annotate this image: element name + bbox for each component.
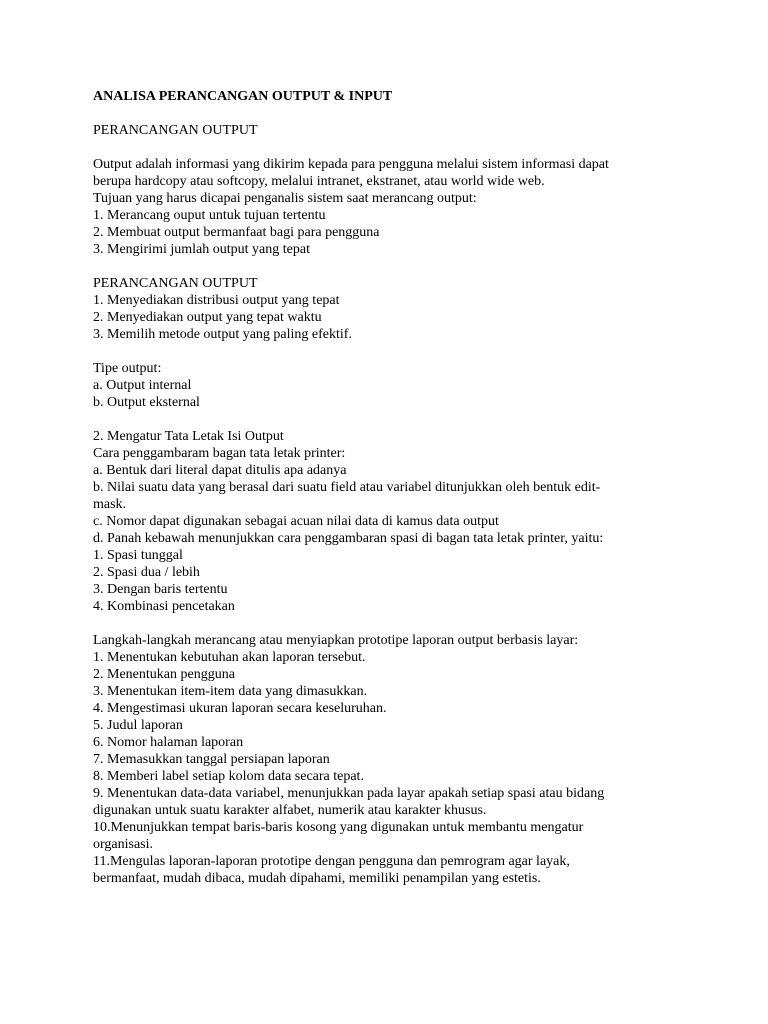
text-line: Tipe output: [93, 361, 162, 376]
list-item: a. Bentuk dari literal dapat ditulis apa adanya [93, 463, 347, 478]
spacer [93, 411, 678, 428]
list-item: digunakan untuk suatu karakter alfabet, numerik atau karakter khusus. [93, 803, 487, 818]
section-5-body [93, 632, 678, 887]
text-line: Langkah-langkah merancang atau menyiapkan prototipe laporan output berbasis layar: [93, 633, 579, 648]
list-item: 6. Nomor halaman laporan [93, 735, 244, 750]
section-heading: PERANCANGAN OUTPUT [93, 276, 258, 291]
text-line: berupa hardcopy atau softcopy, melalui intranet, ekstranet, atau world wide web. [93, 174, 545, 189]
list-item: mask. [93, 497, 127, 512]
list-item: 4. Mengestimasi ukuran laporan secara keseluruhan. [93, 701, 387, 716]
text-line: Output adalah informasi yang dikirim kepada para pengguna melalui sistem informasi dapat [93, 157, 609, 172]
list-item: organisasi. [93, 837, 154, 852]
list-item: 2. Membuat output bermanfaat bagi para pengguna [93, 225, 380, 240]
list-item: 3. Memilih metode output yang paling efektif. [93, 327, 352, 342]
list-item: 2. Menentukan pengguna [93, 667, 235, 682]
section-heading: PERANCANGAN OUTPUT [93, 123, 258, 138]
document-title: ANALISA PERANCANGAN OUTPUT & INPUT [93, 89, 393, 104]
section-1-body [93, 156, 678, 258]
list-item: 3. Menentukan item-item data yang dimasukkan. [93, 684, 368, 699]
list-item: 1. Menyediakan distribusi output yang tepat [93, 293, 340, 308]
list-item: b. Output eksternal [93, 395, 200, 410]
list-item: 1. Menentukan kebutuhan akan laporan tersebut. [93, 650, 366, 665]
spacer [93, 105, 678, 122]
list-item: 9. Menentukan data-data variabel, menunjukkan pada layar apakah setiap spasi atau bidang [93, 786, 605, 801]
list-item: 2. Spasi dua / lebih [93, 565, 200, 580]
section-4-body [93, 428, 678, 615]
text-line: Tujuan yang harus dicapai penganalis sistem saat merancang output: [93, 191, 477, 206]
list-item: a. Output internal [93, 378, 192, 393]
list-item: 3. Dengan baris tertentu [93, 582, 228, 597]
list-item: 1. Merancang ouput untuk tujuan tertentu [93, 208, 326, 223]
list-item: 5. Judul laporan [93, 718, 183, 733]
spacer [93, 615, 678, 632]
list-item: 10.Menunjukkan tempat baris-baris kosong yang digunakan untuk membantu mengatur [93, 820, 584, 835]
list-item: 1. Spasi tunggal [93, 548, 183, 563]
list-item: bermanfaat, mudah dibaca, mudah dipahami, memiliki penampilan yang estetis. [93, 871, 541, 886]
spacer [93, 258, 678, 275]
list-item: 4. Kombinasi pencetakan [93, 599, 235, 614]
list-item: 3. Mengirimi jumlah output yang tepat [93, 242, 310, 257]
list-item: 2. Menyediakan output yang tepat waktu [93, 310, 322, 325]
list-item: 11.Mengulas laporan-laporan prototipe dengan pengguna dan pemrogram agar layak, [93, 854, 570, 869]
list-item: c. Nomor dapat digunakan sebagai acuan nilai data di kamus data output [93, 514, 499, 529]
section-2-body [93, 292, 678, 343]
text-line: 2. Mengatur Tata Letak Isi Output [93, 429, 284, 444]
list-item: 7. Memasukkan tanggal persiapan laporan [93, 752, 330, 767]
list-item: 8. Memberi label setiap kolom data secara tepat. [93, 769, 364, 784]
spacer [93, 139, 678, 156]
list-item: b. Nilai suatu data yang berasal dari suatu field atau variabel ditunjukkan oleh bentuk edit- [93, 480, 601, 495]
spacer [93, 343, 678, 360]
text-line: Cara penggambaram bagan tata letak printer: [93, 446, 346, 461]
list-item: d. Panah kebawah menunjukkan cara penggambaran spasi di bagan tata letak printer, yaitu: [93, 531, 604, 546]
section-3-body [93, 360, 678, 411]
